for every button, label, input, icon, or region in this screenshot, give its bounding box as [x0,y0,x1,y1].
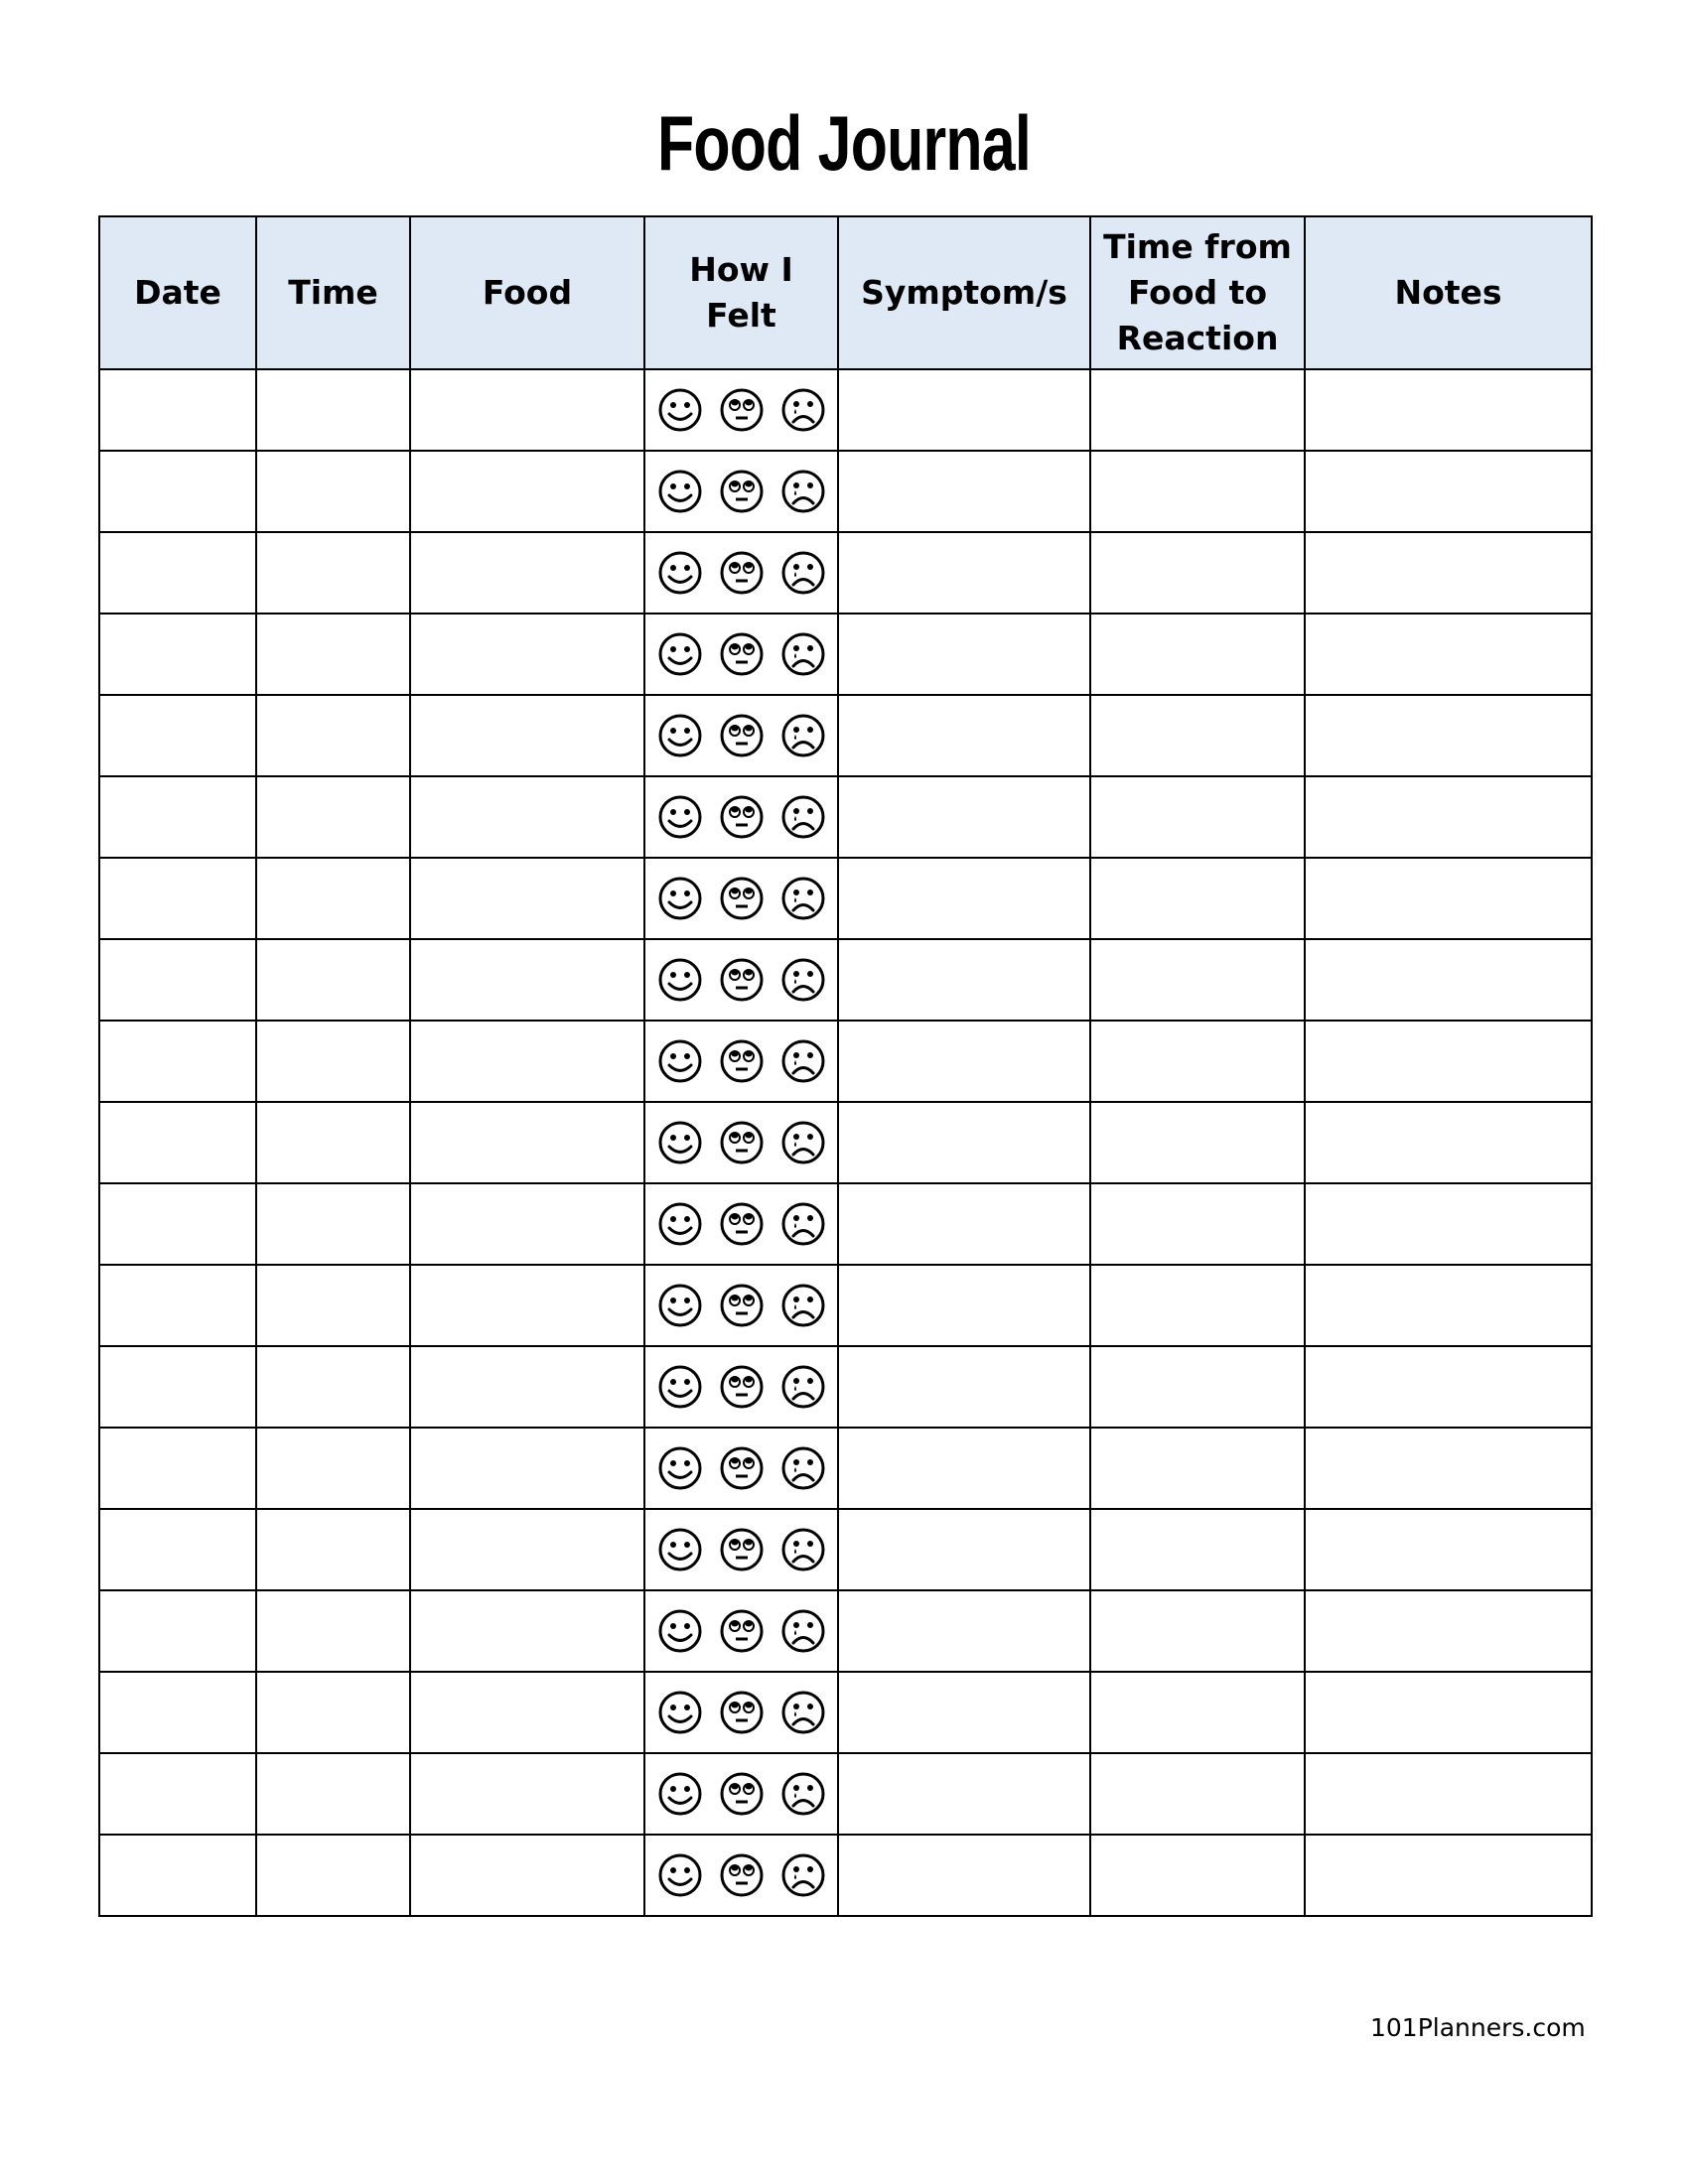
cell-time-to-reaction[interactable] [1090,776,1305,858]
sad-face-icon[interactable] [780,387,826,433]
cell-date[interactable] [99,1102,256,1183]
cell-time[interactable] [256,939,410,1021]
cell-date[interactable] [99,369,256,451]
mood-selector [645,957,837,1003]
sad-face-icon[interactable] [780,1608,826,1654]
cell-symptoms[interactable] [838,532,1090,614]
cell-food[interactable] [410,1102,644,1183]
cell-time-to-reaction[interactable] [1090,1102,1305,1183]
mood-selector [645,1527,837,1572]
neutral-face-icon[interactable] [719,1527,765,1572]
cell-notes[interactable] [1305,1346,1592,1428]
cell-symptoms[interactable] [838,1265,1090,1346]
food-journal-table [98,215,1593,1917]
cell-symptoms[interactable] [838,1509,1090,1590]
column-header-time: Time [256,216,410,369]
cell-notes[interactable] [1305,939,1592,1021]
cell-time-to-reaction[interactable] [1090,1509,1305,1590]
cell-symptoms[interactable] [838,1183,1090,1265]
cell-how-i-felt [644,695,838,776]
table-row [99,1672,1592,1753]
sad-face-icon[interactable] [780,1283,826,1328]
header-line: Reaction [1116,319,1279,357]
cell-food[interactable] [410,1590,644,1672]
mood-selector [645,1364,837,1410]
column-header-notes: Notes [1305,216,1592,369]
cell-how-i-felt [644,1509,838,1590]
happy-face-icon[interactable] [657,550,703,596]
cell-date[interactable] [99,939,256,1021]
cell-how-i-felt [644,1346,838,1428]
cell-symptoms[interactable] [838,1346,1090,1428]
cell-how-i-felt [644,858,838,939]
table-row [99,1835,1592,1916]
table-row [99,1590,1592,1672]
mood-selector [645,1201,837,1247]
neutral-face-icon[interactable] [719,957,765,1003]
cell-symptoms[interactable] [838,614,1090,695]
mood-selector [645,794,837,840]
neutral-face-icon[interactable] [719,1690,765,1735]
table-row [99,451,1592,532]
cell-time[interactable] [256,1509,410,1590]
happy-face-icon[interactable] [657,1608,703,1654]
cell-symptoms[interactable] [838,1835,1090,1916]
mood-selector [645,1283,837,1328]
mood-selector [645,469,837,514]
happy-face-icon[interactable] [657,957,703,1003]
cell-time[interactable] [256,451,410,532]
cell-food[interactable] [410,858,644,939]
cell-notes[interactable] [1305,1672,1592,1753]
neutral-face-icon[interactable] [719,1608,765,1654]
cell-date[interactable] [99,858,256,939]
happy-face-icon[interactable] [657,876,703,921]
cell-time-to-reaction[interactable] [1090,532,1305,614]
cell-food[interactable] [410,1428,644,1509]
cell-symptoms[interactable] [838,858,1090,939]
cell-date[interactable] [99,614,256,695]
cell-time[interactable] [256,532,410,614]
neutral-face-icon[interactable] [719,876,765,921]
table-row [99,1265,1592,1346]
cell-time-to-reaction[interactable] [1090,1021,1305,1102]
sad-face-icon[interactable] [780,631,826,677]
cell-time[interactable] [256,1672,410,1753]
cell-symptoms[interactable] [838,1428,1090,1509]
happy-face-icon[interactable] [657,713,703,758]
table-row [99,369,1592,451]
cell-date[interactable] [99,695,256,776]
cell-how-i-felt [644,1428,838,1509]
cell-date[interactable] [99,1509,256,1590]
cell-how-i-felt [644,1102,838,1183]
cell-food[interactable] [410,1265,644,1346]
happy-face-icon[interactable] [657,1364,703,1410]
sad-face-icon[interactable] [780,1201,826,1247]
cell-notes[interactable] [1305,1102,1592,1183]
table-row [99,1509,1592,1590]
neutral-face-icon[interactable] [719,1120,765,1165]
cell-symptoms[interactable] [838,1021,1090,1102]
column-header-time-to-reaction [1090,216,1305,369]
neutral-face-icon[interactable] [719,1038,765,1084]
cell-food[interactable] [410,614,644,695]
table-row [99,1021,1592,1102]
cell-notes[interactable] [1305,776,1592,858]
cell-notes[interactable] [1305,695,1592,776]
cell-date[interactable] [99,776,256,858]
cell-how-i-felt [644,1183,838,1265]
cell-time-to-reaction[interactable] [1090,614,1305,695]
cell-symptoms[interactable] [838,939,1090,1021]
cell-time[interactable] [256,1102,410,1183]
column-header-food: Food [410,216,644,369]
cell-notes[interactable] [1305,1183,1592,1265]
cell-notes[interactable] [1305,1835,1592,1916]
sad-face-icon[interactable] [780,957,826,1003]
happy-face-icon[interactable] [657,1527,703,1572]
happy-face-icon[interactable] [657,1445,703,1491]
mood-selector [645,713,837,758]
cell-time-to-reaction[interactable] [1090,369,1305,451]
cell-time[interactable] [256,614,410,695]
cell-time-to-reaction[interactable] [1090,858,1305,939]
neutral-face-icon[interactable] [719,387,765,433]
cell-food[interactable] [410,1346,644,1428]
sad-face-icon[interactable] [780,1527,826,1572]
mood-selector [645,1771,837,1817]
happy-face-icon[interactable] [657,1852,703,1898]
cell-notes[interactable] [1305,1428,1592,1509]
cell-how-i-felt [644,1753,838,1835]
happy-face-icon[interactable] [657,1038,703,1084]
cell-date[interactable] [99,1835,256,1916]
header-line: Felt [706,296,776,335]
sad-face-icon[interactable] [780,1771,826,1817]
happy-face-icon[interactable] [657,794,703,840]
cell-food[interactable] [410,1835,644,1916]
cell-time-to-reaction[interactable] [1090,1753,1305,1835]
table-row [99,614,1592,695]
cell-time-to-reaction[interactable] [1090,1183,1305,1265]
page-title: Food Journal [657,99,1031,187]
cell-notes[interactable] [1305,858,1592,939]
cell-notes[interactable] [1305,1509,1592,1590]
sad-face-icon[interactable] [780,1120,826,1165]
happy-face-icon[interactable] [657,1283,703,1328]
cell-how-i-felt [644,1835,838,1916]
cell-symptoms[interactable] [838,1102,1090,1183]
column-header-symptoms: Symptom/s [838,216,1090,369]
column-header-how-i-felt [644,216,838,369]
happy-face-icon[interactable] [657,469,703,514]
cell-time-to-reaction[interactable] [1090,1590,1305,1672]
cell-how-i-felt [644,532,838,614]
sad-face-icon[interactable] [780,550,826,596]
cell-notes[interactable] [1305,1021,1592,1102]
cell-how-i-felt [644,1265,838,1346]
cell-date[interactable] [99,1021,256,1102]
table-body [99,369,1592,1916]
cell-how-i-felt [644,776,838,858]
happy-face-icon[interactable] [657,631,703,677]
cell-food[interactable] [410,369,644,451]
neutral-face-icon[interactable] [719,1771,765,1817]
sad-face-icon[interactable] [780,1445,826,1491]
cell-symptoms[interactable] [838,776,1090,858]
table-row [99,776,1592,858]
cell-time[interactable] [256,776,410,858]
cell-time-to-reaction[interactable] [1090,1346,1305,1428]
happy-face-icon[interactable] [657,387,703,433]
happy-face-icon[interactable] [657,1120,703,1165]
cell-how-i-felt [644,1590,838,1672]
cell-date[interactable] [99,532,256,614]
cell-symptoms[interactable] [838,369,1090,451]
cell-date[interactable] [99,1265,256,1346]
cell-time-to-reaction[interactable] [1090,1672,1305,1753]
header-row [99,216,1592,369]
table-row [99,939,1592,1021]
cell-notes[interactable] [1305,1753,1592,1835]
neutral-face-icon[interactable] [719,1364,765,1410]
cell-notes[interactable] [1305,1265,1592,1346]
column-header-date: Date [99,216,256,369]
cell-date[interactable] [99,451,256,532]
cell-time[interactable] [256,1590,410,1672]
sad-face-icon[interactable] [780,794,826,840]
cell-time[interactable] [256,695,410,776]
neutral-face-icon[interactable] [719,794,765,840]
cell-date[interactable] [99,1672,256,1753]
table-row [99,1183,1592,1265]
table-row [99,858,1592,939]
cell-time-to-reaction[interactable] [1090,939,1305,1021]
cell-time[interactable] [256,1428,410,1509]
neutral-face-icon[interactable] [719,469,765,514]
cell-time[interactable] [256,1835,410,1916]
table-row [99,1346,1592,1428]
neutral-face-icon[interactable] [719,1852,765,1898]
sad-face-icon[interactable] [780,1690,826,1735]
mood-selector [645,1038,837,1084]
cell-time[interactable] [256,1753,410,1835]
happy-face-icon[interactable] [657,1690,703,1735]
cell-date[interactable] [99,1428,256,1509]
cell-food[interactable] [410,1183,644,1265]
cell-time-to-reaction[interactable] [1090,1835,1305,1916]
header-line: Food to [1127,273,1268,312]
mood-selector [645,1690,837,1735]
cell-notes[interactable] [1305,614,1592,695]
cell-date[interactable] [99,1590,256,1672]
happy-face-icon[interactable] [657,1771,703,1817]
cell-food[interactable] [410,695,644,776]
table-row [99,1753,1592,1835]
neutral-face-icon[interactable] [719,550,765,596]
sad-face-icon[interactable] [780,1852,826,1898]
header-line: How I [689,250,793,289]
cell-symptoms[interactable] [838,451,1090,532]
cell-food[interactable] [410,532,644,614]
cell-time[interactable] [256,1346,410,1428]
cell-how-i-felt [644,614,838,695]
happy-face-icon[interactable] [657,1201,703,1247]
sad-face-icon[interactable] [780,876,826,921]
neutral-face-icon[interactable] [719,1283,765,1328]
table-row [99,1102,1592,1183]
cell-notes[interactable] [1305,451,1592,532]
cell-how-i-felt [644,939,838,1021]
sad-face-icon[interactable] [780,469,826,514]
sad-face-icon[interactable] [780,713,826,758]
cell-notes[interactable] [1305,1590,1592,1672]
cell-how-i-felt [644,369,838,451]
cell-food[interactable] [410,1509,644,1590]
cell-food[interactable] [410,1753,644,1835]
cell-date[interactable] [99,1753,256,1835]
cell-time-to-reaction[interactable] [1090,1428,1305,1509]
mood-selector [645,550,837,596]
table-row [99,532,1592,614]
cell-symptoms[interactable] [838,1590,1090,1672]
header-line: Time from [1103,227,1292,266]
cell-time[interactable] [256,1183,410,1265]
mood-selector [645,1445,837,1491]
cell-food[interactable] [410,1021,644,1102]
footer-brand: 101Planners.com [1370,2013,1586,2042]
cell-time[interactable] [256,1265,410,1346]
neutral-face-icon[interactable] [719,713,765,758]
cell-food[interactable] [410,451,644,532]
mood-selector [645,1120,837,1165]
mood-selector [645,387,837,433]
mood-selector [645,876,837,921]
neutral-face-icon[interactable] [719,1445,765,1491]
cell-time[interactable] [256,369,410,451]
mood-selector [645,1852,837,1898]
cell-date[interactable] [99,1183,256,1265]
cell-time-to-reaction[interactable] [1090,1265,1305,1346]
cell-symptoms[interactable] [838,1753,1090,1835]
sad-face-icon[interactable] [780,1038,826,1084]
cell-symptoms[interactable] [838,1672,1090,1753]
cell-time[interactable] [256,1021,410,1102]
mood-selector [645,631,837,677]
cell-time-to-reaction[interactable] [1090,451,1305,532]
neutral-face-icon[interactable] [719,631,765,677]
cell-notes[interactable] [1305,369,1592,451]
cell-food[interactable] [410,939,644,1021]
neutral-face-icon[interactable] [719,1201,765,1247]
cell-food[interactable] [410,776,644,858]
sad-face-icon[interactable] [780,1364,826,1410]
mood-selector [645,1608,837,1654]
cell-how-i-felt [644,451,838,532]
cell-date[interactable] [99,1346,256,1428]
cell-food[interactable] [410,1672,644,1753]
cell-time[interactable] [256,858,410,939]
cell-symptoms[interactable] [838,695,1090,776]
cell-how-i-felt [644,1021,838,1102]
table-row [99,695,1592,776]
table-row [99,1428,1592,1509]
cell-how-i-felt [644,1672,838,1753]
cell-time-to-reaction[interactable] [1090,695,1305,776]
cell-notes[interactable] [1305,532,1592,614]
